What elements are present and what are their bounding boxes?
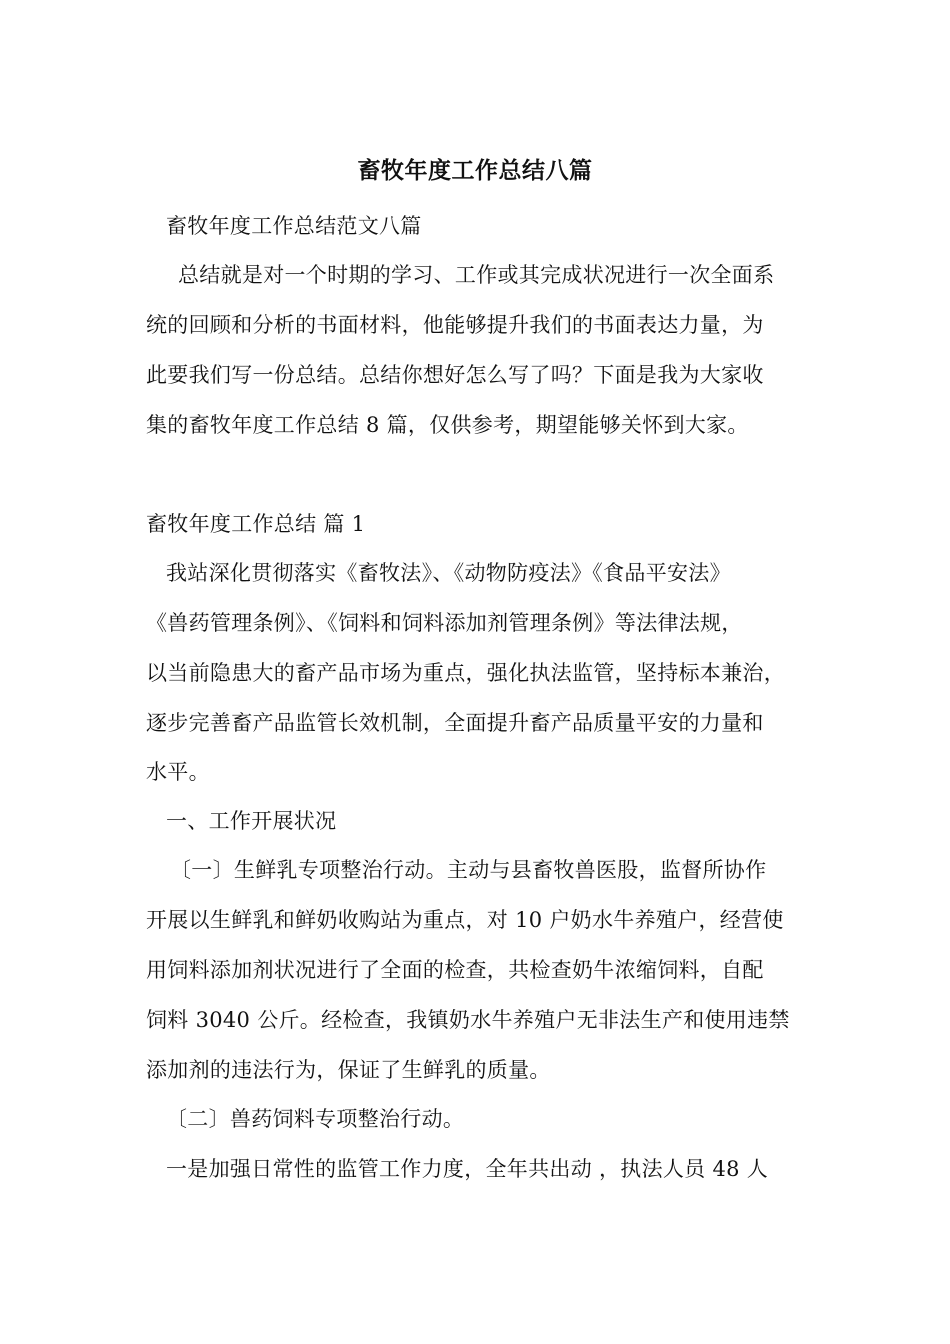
para1-line-2: 《兽药管理条例》、《饲料和饲料添加剂管理条例》等法律法规， (146, 611, 743, 635)
para2-line-2: 开展以生鲜乳和鲜奶收购站为重点，对 10 户奶水牛养殖户，经营使 (146, 908, 784, 932)
para2-line-3: 用饲料添加剂状况进行了全面的检查，共检查奶牛浓缩饲料，自配 (146, 958, 764, 982)
intro-line-4: 集的畜牧年度工作总结 8 篇，仅供参考，期望能够关怀到大家。 (146, 413, 749, 437)
document-title: 畜牧年度工作总结八篇 (357, 157, 593, 184)
para1-line-4: 逐步完善畜产品监管长效机制，全面提升畜产品质量平安的力量和 (146, 711, 764, 735)
section-heading: 畜牧年度工作总结 篇 1 (146, 512, 366, 536)
heading-2: 〔二〕兽药饲料专项整治行动。 (166, 1107, 465, 1131)
para1-line-1: 我站深化贯彻落实《畜牧法》、《动物防疫法》《食品平安法》 (166, 561, 731, 585)
para2-line-1: 〔一〕生鲜乳专项整治行动。主动与县畜牧兽医股，监督所协作 (170, 858, 767, 882)
intro-line-1: 总结就是对一个时期的学习、工作或其完成状况进行一次全面系 (178, 263, 775, 287)
intro-line-3: 此要我们写一份总结。总结你想好怎么写了吗？下面是我为大家收 (146, 363, 764, 387)
para2-line-4: 饲料 3040 公斤。经检查，我镇奶水牛养殖户无非法生产和使用违禁 (146, 1008, 790, 1032)
document-subtitle: 畜牧年度工作总结范文八篇 (166, 214, 422, 238)
para1-line-5: 水平。 (146, 760, 210, 784)
para3-line-1: 一是加强日常性的监管工作力度，全年共出动 ，执法人员 48 人 (166, 1157, 769, 1181)
heading-1: 一、工作开展状况 (166, 809, 337, 833)
para2-line-5: 添加剂的违法行为，保证了生鲜乳的质量。 (146, 1058, 551, 1082)
para1-line-3: 以当前隐患大的畜产品市场为重点，强化执法监管，坚持标本兼治， (146, 661, 785, 685)
intro-line-2: 统的回顾和分析的书面材料，他能够提升我们的书面表达力量，为 (146, 313, 764, 337)
